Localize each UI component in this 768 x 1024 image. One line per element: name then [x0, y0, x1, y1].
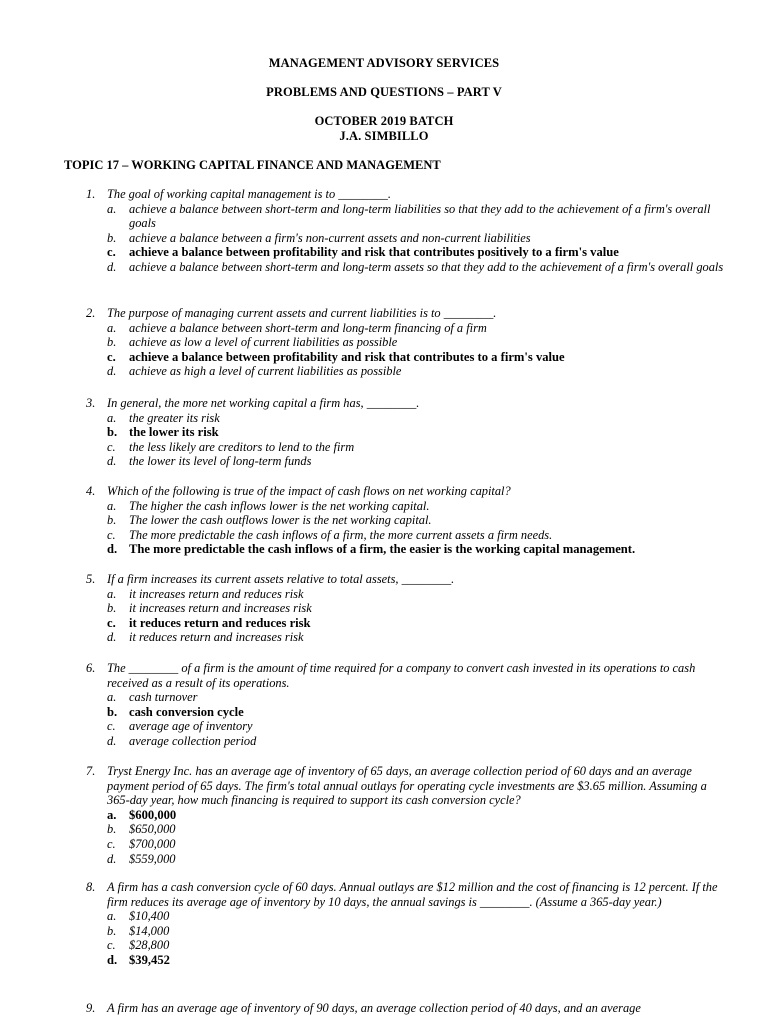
answer-option [86, 616, 726, 631]
option-item [86, 499, 726, 514]
option-text: it increases return and increases risk [129, 601, 312, 616]
option-letter: b. [107, 601, 117, 616]
option-letter: c. [107, 615, 116, 630]
option-text: achieve a balance between a firm's non-current assets and non-current liabilities [129, 230, 531, 245]
question-text: In general, the more net working capital a firm has, ________. [107, 396, 420, 410]
option-letter: a. [107, 807, 117, 822]
option-text: achieve a balance between short-term and long-term assets so that they add to the achievement of a firm's overall goals [129, 259, 724, 274]
option-list [86, 909, 726, 967]
question-item [86, 661, 726, 749]
option-text: it reduces return and increases risk [129, 630, 304, 645]
option-letter: c. [107, 349, 116, 364]
option-letter: b. [107, 230, 117, 245]
option-text: the lower its risk [129, 425, 219, 440]
option-list [86, 808, 726, 866]
question-text: Which of the following is true of the impact of cash flows on net working capital? [107, 484, 511, 498]
batch-label: OCTOBER 2019 BATCH [314, 114, 454, 128]
option-text: achieve a balance between short-term and long-term financing of a firm [129, 320, 487, 335]
option-item [86, 260, 726, 275]
option-item [86, 909, 726, 924]
option-item [86, 630, 726, 645]
option-item [86, 690, 726, 705]
option-item [86, 335, 726, 350]
option-item [86, 837, 726, 852]
option-text: achieve a balance between short-term and long-term liabilities so that they add to the achievement of a firm's overall goals [129, 201, 711, 231]
document-title: MANAGEMENT ADVISORY SERVICES [268, 56, 500, 70]
option-text: $10,400 [129, 909, 170, 924]
option-letter: a. [107, 410, 117, 425]
option-letter: b. [107, 822, 117, 837]
option-letter: a. [107, 690, 117, 705]
option-letter: d. [107, 542, 118, 557]
option-text: The more predictable the cash inflows of a firm, the more current assets a firm needs. [129, 527, 553, 542]
option-letter: c. [107, 527, 116, 542]
question-number: 6. [86, 661, 96, 675]
author-name: J.A. SIMBILLO [339, 129, 429, 143]
option-text: the greater its risk [129, 410, 220, 425]
option-text: $650,000 [129, 822, 176, 837]
option-letter: a. [107, 498, 117, 513]
option-letter: b. [107, 704, 118, 719]
option-letter: d. [107, 454, 117, 469]
option-item [86, 719, 726, 734]
answer-option [86, 245, 726, 260]
option-item [86, 231, 726, 246]
question-stem [86, 484, 726, 499]
question-number: 8. [86, 880, 96, 894]
question-text: The purpose of managing current assets and current liabilities is to ________. [107, 306, 497, 320]
option-text: the lower its level of long-term funds [129, 454, 312, 469]
option-letter: a. [107, 909, 117, 924]
question-number: 1. [86, 187, 96, 201]
option-item [86, 852, 726, 867]
option-item [86, 364, 726, 379]
question-item [86, 880, 726, 968]
question-text: The goal of working capital management is to ________. [107, 187, 391, 201]
answer-option [86, 542, 726, 557]
option-text: achieve a balance between profitability and risk that contributes positively to a firm's value [129, 245, 619, 260]
option-text: $28,800 [129, 938, 170, 953]
option-text: The more predictable the cash inflows of a firm, the easier is the working capital management. [129, 542, 636, 557]
option-text: average collection period [129, 733, 257, 748]
question-item [86, 764, 726, 866]
option-text: $39,452 [129, 952, 170, 967]
option-list [86, 321, 726, 379]
option-text: The higher the cash inflows lower is the net working capital. [129, 498, 430, 513]
answer-option [86, 705, 726, 720]
option-item [86, 601, 726, 616]
question-item [86, 306, 726, 379]
option-text: $700,000 [129, 836, 176, 851]
question-item [86, 572, 726, 645]
option-text: average age of inventory [129, 719, 253, 734]
question-number: 9. [86, 1001, 96, 1015]
option-letter: d. [107, 851, 117, 866]
question-stem [86, 306, 726, 321]
option-letter: b. [107, 425, 118, 440]
option-list [86, 411, 726, 469]
option-item [86, 587, 726, 602]
option-letter: c. [107, 719, 116, 734]
question-item [86, 187, 726, 275]
option-letter: c. [107, 439, 116, 454]
option-text: it increases return and reduces risk [129, 586, 304, 601]
question-stem [86, 187, 726, 202]
question-text: The ________ of a firm is the amount of time required for a company to convert cash invested in its operations to cash received as a result of its operations. [107, 661, 696, 690]
option-letter: c. [107, 245, 116, 260]
option-list [86, 202, 726, 275]
option-list [86, 690, 726, 748]
option-text: $600,000 [129, 807, 177, 822]
option-text: cash conversion cycle [129, 704, 244, 719]
option-text: cash turnover [129, 690, 198, 705]
question-number: 4. [86, 484, 96, 498]
option-letter: a. [107, 320, 117, 335]
option-text: the less likely are creditors to lend to the firm [129, 439, 355, 454]
question-text: A firm has an average age of inventory of 90 days, an average collection period of 40 days, and an average [107, 1001, 641, 1015]
option-item [86, 513, 726, 528]
question-stem [86, 661, 726, 690]
option-letter: d. [107, 733, 117, 748]
question-number: 7. [86, 764, 96, 778]
option-letter: c. [107, 836, 116, 851]
option-letter: d. [107, 630, 117, 645]
option-list [86, 499, 726, 557]
option-item [86, 938, 726, 953]
question-text: Tryst Energy Inc. has an average age of inventory of 65 days, an average collection period of 60 days and an average payment period of 65 days. The firm's total annual outlays for operating cycle investments are $3.65 million. Assuming a 365-day year, how much financing is required to support its cash conversion cycle? [107, 764, 707, 808]
question-stem [86, 396, 726, 411]
question-number: 2. [86, 306, 96, 320]
question-text: If a firm increases its current assets relative to total assets, ________. [107, 572, 455, 586]
option-letter: b. [107, 513, 117, 528]
option-text: achieve as high a level of current liabilities as possible [129, 364, 402, 379]
document-subtitle: PROBLEMS AND QUESTIONS – PART V [266, 85, 502, 99]
option-letter: a. [107, 201, 117, 216]
option-item [86, 411, 726, 426]
question-item [86, 396, 726, 469]
option-item [86, 528, 726, 543]
option-item [86, 734, 726, 749]
option-item [86, 454, 726, 469]
option-letter: d. [107, 952, 118, 967]
option-letter: b. [107, 335, 117, 350]
option-text: achieve as low a level of current liabilities as possible [129, 335, 398, 350]
option-letter: a. [107, 586, 117, 601]
answer-option [86, 425, 726, 440]
option-text: The lower the cash outflows lower is the net working capital. [129, 513, 432, 528]
question-number: 5. [86, 572, 96, 586]
option-letter: b. [107, 923, 117, 938]
question-stem [86, 764, 726, 808]
question-item [86, 484, 726, 557]
question-stem [86, 880, 726, 909]
topic-heading: TOPIC 17 – WORKING CAPITAL FINANCE AND MANAGEMENT [64, 158, 441, 172]
option-item [86, 440, 726, 455]
option-list [86, 587, 726, 645]
question-number: 3. [86, 396, 96, 410]
option-item [86, 321, 726, 336]
question-item [86, 1001, 726, 1016]
option-text: $559,000 [129, 851, 176, 866]
question-text: A firm has a cash conversion cycle of 60 days. Annual outlays are $12 million and the cost of financing is 12 percent. If the firm reduces its average age of inventory by 10 days, the annual savings is ________. (Assume a 365-day year.) [107, 880, 718, 909]
option-text: $14,000 [129, 923, 170, 938]
question-stem [86, 572, 726, 587]
option-letter: c. [107, 938, 116, 953]
option-item [86, 822, 726, 837]
option-text: it reduces return and reduces risk [129, 615, 311, 630]
answer-option [86, 953, 726, 968]
answer-option [86, 350, 726, 365]
option-letter: d. [107, 364, 117, 379]
option-letter: d. [107, 259, 117, 274]
option-item [86, 924, 726, 939]
option-text: achieve a balance between profitability and risk that contributes to a firm's value [129, 349, 565, 364]
option-item [86, 202, 726, 231]
answer-option [86, 808, 726, 823]
question-stem [86, 1001, 726, 1016]
